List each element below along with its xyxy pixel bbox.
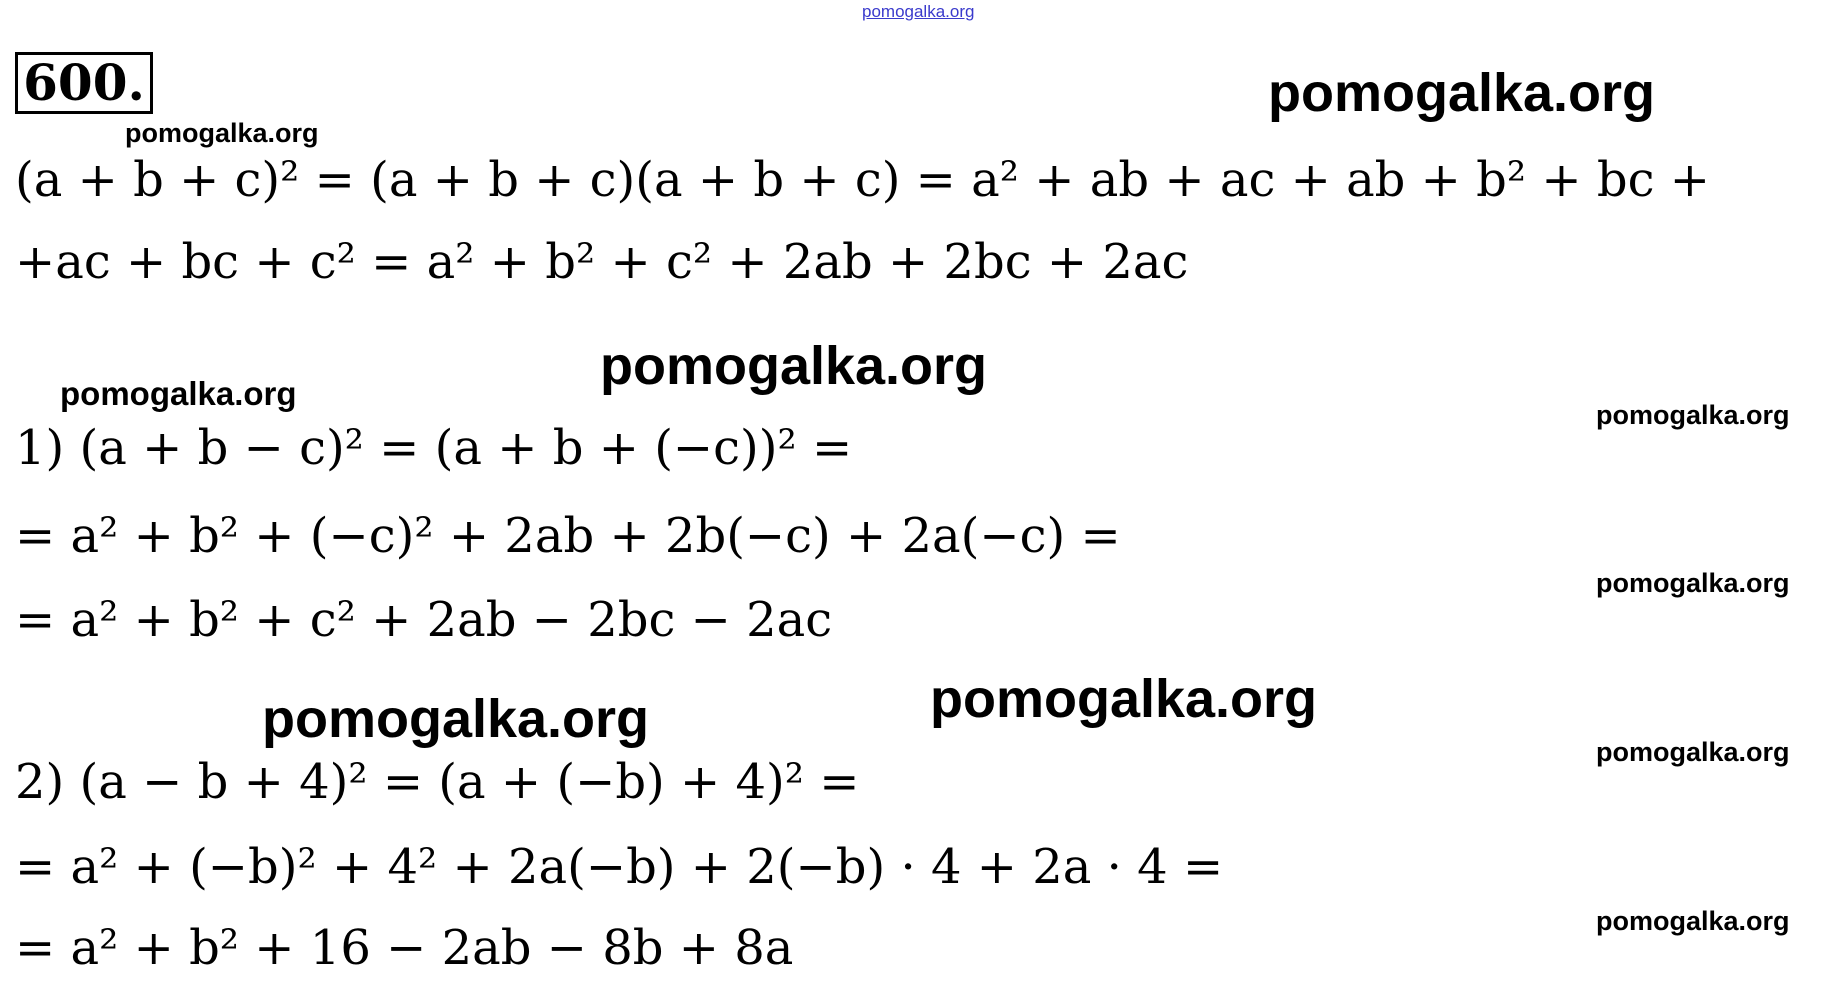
watermark-left-above-part1: pomogalka.org <box>60 375 297 412</box>
watermark-big-right-lower: pomogalka.org <box>930 669 1318 729</box>
watermark-right-4: pomogalka.org <box>1596 906 1790 936</box>
watermark-big-top-right: pomogalka.org <box>1268 63 1656 123</box>
part2-line-3: = a² + b² + 16 − 2ab − 8b + 8a <box>15 920 794 976</box>
part1-line-3: = a² + b² + c² + 2ab − 2bc − 2ac <box>15 592 833 648</box>
formula-line-1: (a + b + c)² = (a + b + c)(a + b + c) = a² + ab + ac + ab + b² + bc + <box>15 152 1710 208</box>
problem-number: 600. <box>15 52 153 114</box>
part2-line-1: 2) (a − b + 4)² = (a + (−b) + 4)² = <box>15 754 860 810</box>
watermark-small-under-number: pomogalka.org <box>125 118 319 148</box>
part1-line-1: 1) (a + b − c)² = (a + b + (−c))² = <box>15 420 853 476</box>
top-watermark: pomogalka.org <box>862 2 975 21</box>
watermark-right-2: pomogalka.org <box>1596 568 1790 598</box>
watermark-right-3: pomogalka.org <box>1596 737 1790 767</box>
watermark-right-1: pomogalka.org <box>1596 400 1790 430</box>
watermark-big-left-lower: pomogalka.org <box>262 689 650 749</box>
formula-line-2: +ac + bc + c² = a² + b² + c² + 2ab + 2bc + 2ac <box>15 234 1189 290</box>
part1-line-2: = a² + b² + (−c)² + 2ab + 2b(−c) + 2a(−c) = <box>15 508 1121 564</box>
part2-line-2: = a² + (−b)² + 4² + 2a(−b) + 2(−b) · 4 + 2a · 4 = <box>15 839 1224 895</box>
watermark-big-middle: pomogalka.org <box>600 336 988 396</box>
